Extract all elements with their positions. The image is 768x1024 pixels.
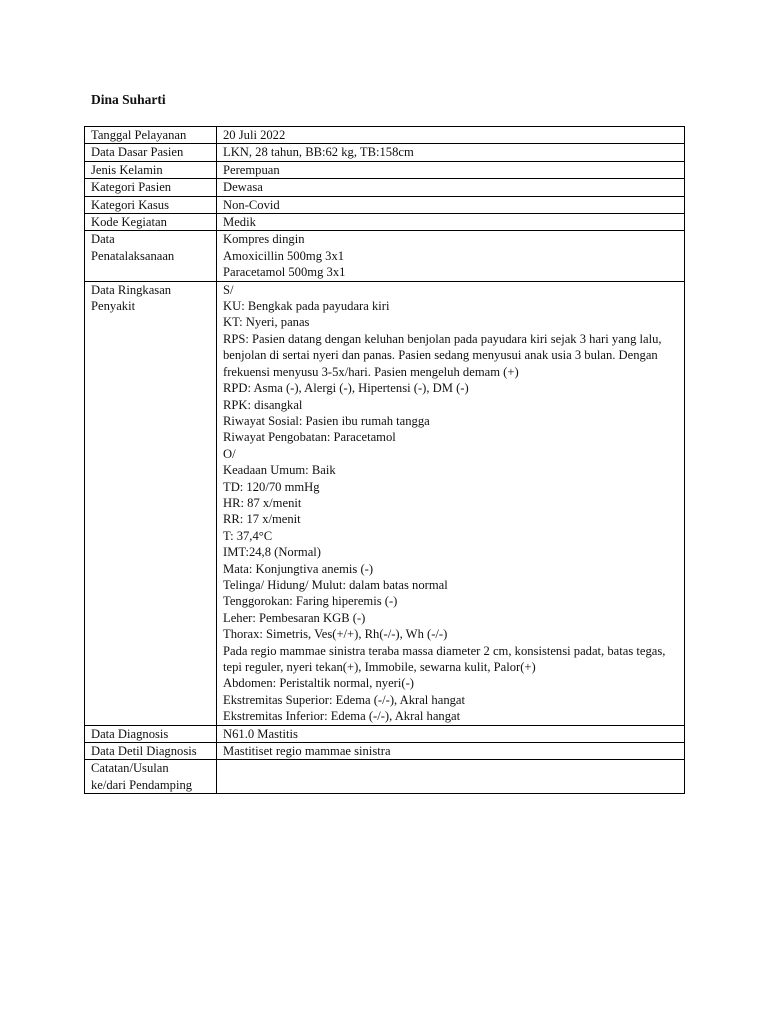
value-line: Medik xyxy=(223,215,256,230)
table-row xyxy=(85,196,685,213)
row-value-cell xyxy=(217,743,685,760)
value-line: S/ xyxy=(223,282,234,297)
value-line: LKN, 28 tahun, BB:62 kg, TB:158cm xyxy=(223,145,414,160)
table-row xyxy=(85,127,685,144)
value-line: KU: Bengkak pada payudara kiri xyxy=(223,299,390,314)
table-row xyxy=(85,281,685,725)
row-label: Data Dasar Pasien xyxy=(91,145,184,160)
value-line: RPD: Asma (-), Alergi (-), Hipertensi (-), DM (-) xyxy=(223,381,469,396)
value-line: RPK: disangkal xyxy=(223,397,303,412)
value-line: Riwayat Pengobatan: Paracetamol xyxy=(223,430,396,445)
row-label-cell xyxy=(85,760,217,794)
row-label-cell xyxy=(85,281,217,725)
row-label: Jenis Kelamin xyxy=(91,162,163,177)
row-label-cell xyxy=(85,196,217,213)
value-line: Perempuan xyxy=(223,162,280,177)
row-label-cell xyxy=(85,214,217,231)
row-value-cell xyxy=(217,161,685,178)
table-row xyxy=(85,179,685,196)
row-label-cell xyxy=(85,179,217,196)
value-line: Non-Covid xyxy=(223,197,280,212)
row-label: Data Diagnosis xyxy=(91,726,169,741)
row-value-cell xyxy=(217,127,685,144)
value-line: Amoxicillin 500mg 3x1 xyxy=(223,248,345,263)
value-line: RPS: Pasien datang dengan keluhan benjolan pada payudara kiri sejak 3 hari yang lalu, benjolan di sertai nyeri dan panas. Pasien sedang menyusui anak usia 3 bulan. Dengan frekuensi menyusu 3-5x/hari. Pasien mengeluh demam (+) xyxy=(223,331,665,379)
value-line: T: 37,4°C xyxy=(223,528,273,543)
table-row xyxy=(85,214,685,231)
value-line: KT: Nyeri, panas xyxy=(223,315,310,330)
row-label-cell xyxy=(85,144,217,161)
patient-record-table xyxy=(84,126,685,794)
row-label-cell xyxy=(85,231,217,281)
row-value-cell xyxy=(217,231,685,281)
row-value-cell xyxy=(217,144,685,161)
value-line: Tenggorokan: Faring hiperemis (-) xyxy=(223,594,398,609)
row-value-cell xyxy=(217,725,685,742)
row-value-cell xyxy=(217,196,685,213)
patient-record-body xyxy=(85,127,685,794)
row-label: Data Penatalaksanaan xyxy=(91,232,175,263)
row-label: Kategori Pasien xyxy=(91,180,172,195)
row-label: Kategori Kasus xyxy=(91,197,169,212)
value-line: O/ xyxy=(223,446,236,461)
row-label: Data Ringkasan Penyakit xyxy=(91,282,172,314)
row-value-cell xyxy=(217,214,685,231)
value-line: Mastitiset regio mammae sinistra xyxy=(223,744,391,759)
value-line: Keadaan Umum: Baik xyxy=(223,463,336,478)
row-value-cell xyxy=(217,760,685,794)
value-line: Thorax: Simetris, Ves(+/+), Rh(-/-), Wh (-/-) xyxy=(223,627,448,642)
row-value-cell xyxy=(217,179,685,196)
row-label: Kode Kegiatan xyxy=(91,215,167,230)
table-row xyxy=(85,760,685,794)
row-label: Catatan/Usulan ke/dari Pendamping xyxy=(91,761,193,792)
value-line: Dewasa xyxy=(223,180,263,195)
value-line: Pada regio mammae sinistra teraba massa diameter 2 cm, konsistensi padat, batas tegas, tepi reguler, nyeri tekan(+), Immobile, sewarna kulit, Palor(+) xyxy=(223,643,669,674)
value-line: N61.0 Mastitis xyxy=(223,726,298,741)
row-label-cell xyxy=(85,725,217,742)
table-row xyxy=(85,725,685,742)
row-label: Data Detil Diagnosis xyxy=(91,744,197,759)
value-line: Kompres dingin xyxy=(223,232,305,247)
value-line: Telinga/ Hidung/ Mulut: dalam batas normal xyxy=(223,577,448,592)
row-label: Tanggal Pelayanan xyxy=(91,128,187,142)
table-row xyxy=(85,743,685,760)
value-line: Paracetamol 500mg 3x1 xyxy=(223,265,346,280)
value-line: Ekstremitas Superior: Edema (-/-), Akral hangat xyxy=(223,692,466,707)
value-line: Mata: Konjungtiva anemis (-) xyxy=(223,561,374,576)
document-title: Dina Suharti xyxy=(91,92,166,107)
value-line: IMT:24,8 (Normal) xyxy=(223,545,322,560)
value-line: HR: 87 x/menit xyxy=(223,495,302,510)
row-label-cell xyxy=(85,743,217,760)
table-row xyxy=(85,161,685,178)
table-row xyxy=(85,144,685,161)
value-line: TD: 120/70 mmHg xyxy=(223,479,320,494)
row-label-cell xyxy=(85,161,217,178)
value-line: RR: 17 x/menit xyxy=(223,512,301,527)
value-line: Abdomen: Peristaltik normal, nyeri(-) xyxy=(223,676,414,691)
value-line: Riwayat Sosial: Pasien ibu rumah tangga xyxy=(223,413,430,428)
row-value-cell xyxy=(217,281,685,725)
value-line: Leher: Pembesaran KGB (-) xyxy=(223,610,366,625)
value-line: Ekstremitas Inferior: Edema (-/-), Akral hangat xyxy=(223,709,461,724)
value-line: 20 Juli 2022 xyxy=(223,128,286,142)
table-row xyxy=(85,231,685,281)
row-label-cell xyxy=(85,127,217,144)
